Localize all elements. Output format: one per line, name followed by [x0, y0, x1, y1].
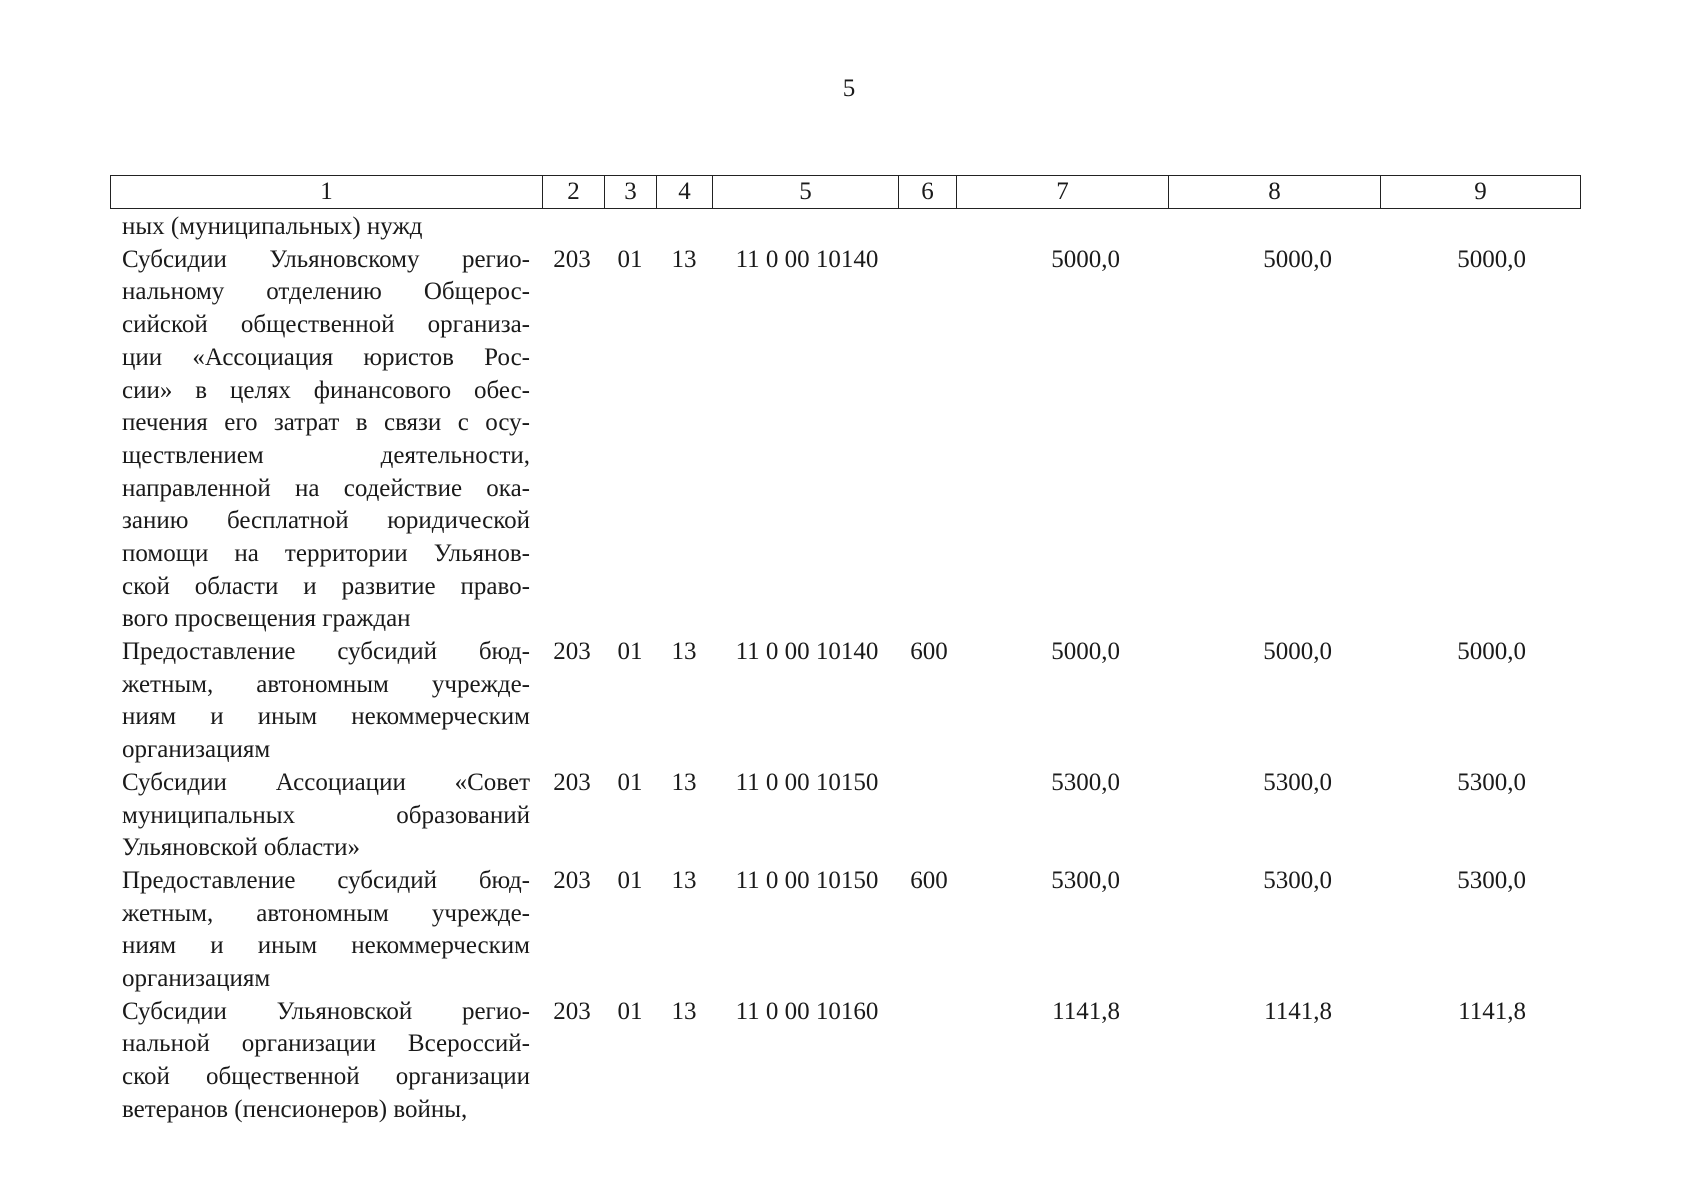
description-line: нальной организации Всероссий-	[122, 1030, 530, 1058]
column-7-cell: 5300,0	[1051, 768, 1120, 796]
column-8-cell: 5300,0	[1263, 768, 1332, 796]
description-line: муниципальных образований	[122, 801, 530, 829]
column-2-cell: 203	[553, 768, 591, 796]
column-header-7: 7	[957, 176, 1169, 209]
column-6-cell: 600	[910, 866, 948, 894]
column-3-cell: 01	[617, 638, 643, 666]
column-4-cell: 13	[671, 768, 697, 796]
column-4-cell: 13	[671, 866, 697, 894]
row-description	[122, 865, 530, 996]
description-line: ных (муниципальных) нужд	[122, 213, 423, 240]
page-number: 5	[842, 75, 856, 102]
description-line: Предоставление субсидий бюд-	[122, 638, 530, 666]
table-row	[0, 865, 1698, 996]
column-2-cell: 203	[553, 866, 591, 894]
description-line: нальному отделению Общерос-	[122, 278, 530, 306]
column-5-cell: 11 0 00 10160	[735, 997, 879, 1025]
table-row	[0, 211, 1698, 244]
column-8-cell: 5000,0	[1263, 245, 1332, 273]
column-7-cell: 5000,0	[1051, 638, 1120, 666]
column-8-cell: 1141,8	[1264, 997, 1332, 1025]
row-description	[122, 636, 530, 767]
column-7-cell: 5000,0	[1051, 245, 1120, 273]
table-row	[0, 636, 1698, 767]
column-9-cell: 5300,0	[1457, 866, 1526, 894]
description-line: организациям	[122, 965, 271, 993]
column-8-cell: 5300,0	[1263, 866, 1332, 894]
column-header-2: 2	[543, 176, 605, 209]
description-line: ской области и развитие право-	[122, 572, 530, 600]
description-line: ниям и иным некоммерческим	[122, 932, 530, 960]
description-line: ции «Ассоциация юристов Рос-	[122, 343, 530, 371]
description-line: помощи на территории Ульянов-	[122, 540, 530, 568]
column-header-3: 3	[605, 176, 657, 209]
description-line: вого просвещения граждан	[122, 605, 411, 633]
column-8-cell: 5000,0	[1263, 638, 1332, 666]
column-9-cell: 5000,0	[1457, 638, 1526, 666]
column-9-cell: 5000,0	[1457, 245, 1526, 273]
column-2-cell: 203	[553, 997, 591, 1025]
column-header-4: 4	[657, 176, 713, 209]
column-header-9: 9	[1381, 176, 1581, 209]
description-line: Субсидии Ульяновскому регио-	[122, 245, 530, 273]
column-5-cell: 11 0 00 10140	[735, 245, 879, 273]
column-7-cell: 5300,0	[1051, 866, 1120, 894]
column-header-8: 8	[1169, 176, 1381, 209]
description-line: жетным, автономным учрежде-	[122, 899, 530, 927]
table-row	[0, 244, 1698, 636]
description-line: организациям	[122, 736, 271, 764]
column-9-cell: 1141,8	[1458, 997, 1526, 1025]
column-6-cell: 600	[910, 638, 948, 666]
column-4-cell: 13	[671, 997, 697, 1025]
description-line: Предоставление субсидий бюд-	[122, 866, 530, 894]
description-line: Субсидии Ассоциации «Совет	[122, 768, 530, 796]
column-header-1: 1	[111, 176, 543, 209]
column-header-5: 5	[713, 176, 899, 209]
table-row	[0, 996, 1698, 1127]
column-9-cell: 5300,0	[1457, 768, 1526, 796]
column-2-cell: 203	[553, 245, 591, 273]
row-description	[122, 996, 530, 1127]
budget-table-body	[0, 211, 1698, 1127]
column-5-cell: 11 0 00 10150	[735, 768, 879, 796]
column-header-row	[111, 176, 1581, 209]
column-3-cell: 01	[617, 245, 643, 273]
table-row	[0, 767, 1698, 865]
row-description	[122, 211, 530, 244]
column-7-cell: 1141,8	[1052, 997, 1120, 1025]
description-line: Субсидии Ульяновской регио-	[122, 997, 530, 1025]
column-4-cell: 13	[671, 638, 697, 666]
row-description	[122, 767, 530, 865]
column-3-cell: 01	[617, 768, 643, 796]
description-line: сии» в целях финансового обес-	[122, 376, 530, 404]
column-4-cell: 13	[671, 245, 697, 273]
description-line: направленной на содействие ока-	[122, 474, 530, 502]
description-line: Ульяновской области»	[122, 834, 360, 862]
description-line: занию бесплатной юридической	[122, 507, 530, 535]
column-5-cell: 11 0 00 10140	[735, 638, 879, 666]
description-line: сийской общественной организа-	[122, 311, 530, 339]
description-line: ниям и иным некоммерческим	[122, 703, 530, 731]
column-5-cell: 11 0 00 10150	[735, 866, 879, 894]
column-3-cell: 01	[617, 866, 643, 894]
column-header-6: 6	[899, 176, 957, 209]
description-line: ской общественной организации	[122, 1063, 530, 1091]
row-description	[122, 244, 530, 636]
description-line: ществлением деятельности,	[122, 441, 530, 469]
column-header-table	[110, 175, 1581, 209]
column-3-cell: 01	[617, 997, 643, 1025]
description-line: ветеранов (пенсионеров) войны,	[122, 1095, 468, 1123]
description-line: жетным, автономным учрежде-	[122, 670, 530, 698]
description-line: печения его затрат в связи с осу-	[122, 409, 530, 437]
column-2-cell: 203	[553, 638, 591, 666]
